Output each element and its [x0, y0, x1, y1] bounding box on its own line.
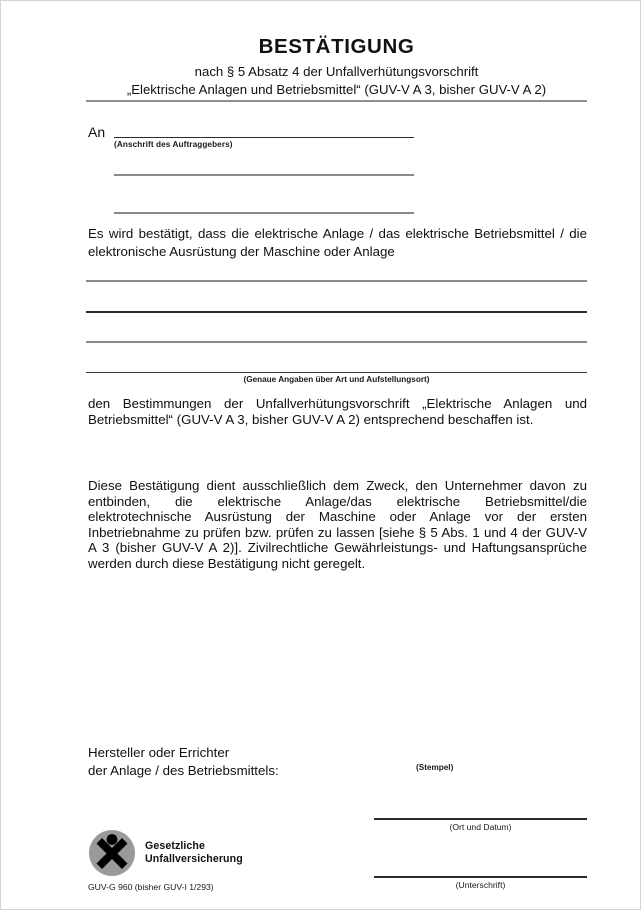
description-field-line-3[interactable]	[86, 341, 587, 343]
signature-caption: (Unterschrift)	[455, 880, 506, 890]
manufacturer-block	[88, 744, 279, 779]
place-date-caption: (Ort und Datum)	[449, 822, 512, 832]
signature-field-line[interactable]	[374, 876, 587, 878]
title-block	[86, 35, 587, 98]
document-content	[86, 1, 587, 910]
description-field-line-1[interactable]	[86, 280, 587, 282]
place-date-field-line[interactable]	[374, 818, 587, 820]
logo-text	[145, 840, 243, 867]
addressee-label: An	[88, 124, 106, 140]
title-divider	[86, 100, 587, 102]
intro-paragraph: Es wird bestätigt, dass die elektrische Anlage / das elektrische Betriebsmittel / die elektronische Ausrüstung der Maschine oder Anlage	[88, 226, 587, 259]
subtitle-line-2: „Elektrische Anlagen und Betriebsmittel“ (GUV-V A 3, bisher GUV-V A 2)	[126, 81, 547, 97]
compliance-paragraph: den Bestimmungen der Unfallverhütungsvorschrift „Elektrische Anlagen und Betriebsmittel“ (GUV-V A 3, bisher GUV-V A 2) entsprechend beschaffen ist.	[88, 396, 587, 427]
description-caption: (Genaue Angaben über Art und Aufstellungsort)	[243, 375, 430, 384]
logo-text-line-1: Gesetzliche	[145, 839, 205, 852]
dguv-figure-icon	[88, 829, 136, 877]
addressee-field-line-1[interactable]	[114, 137, 414, 138]
addressee-field-line-2[interactable]	[114, 174, 414, 176]
description-field-line-2[interactable]	[86, 311, 587, 313]
logo-text-line-2: Unfallversicherung	[145, 853, 243, 865]
manufacturer-line-2: der Anlage / des Betriebsmittels:	[88, 762, 279, 778]
description-field-line-4[interactable]	[86, 372, 587, 373]
subtitle-line-1: nach § 5 Absatz 4 der Unfallverhütungsvorschrift	[194, 64, 479, 79]
organization-logo	[88, 829, 243, 877]
manufacturer-line-1: Hersteller oder Errichter	[88, 745, 230, 760]
page-title: BESTÄTIGUNG	[258, 35, 415, 58]
stamp-caption: (Stempel)	[416, 763, 454, 772]
document-number: GUV-G 960 (bisher GUV-I 1/293)	[88, 882, 214, 892]
addressee-field-line-3[interactable]	[114, 212, 414, 214]
addressee-caption: (Anschrift des Auftraggebers)	[114, 140, 233, 149]
purpose-paragraph: Diese Bestätigung dient ausschließlich dem Zweck, den Unternehmer davon zu entbinden, die elektrische Anlage/das elektrische Betriebsmittel/die elektrotechnische Ausrüstung der Maschine oder Anlage vor der ersten Inbetriebnahme zu prüfen bzw. prüfen zu lassen [siehe § 5 Abs. 1 und 4 der GUV-V A 3 (bisher GUV-V A 2)]. Zivilrechtliche Gewährleistungs- und Haftungsansprüche werden durch diese Bestätigung nicht geregelt.	[88, 478, 587, 571]
